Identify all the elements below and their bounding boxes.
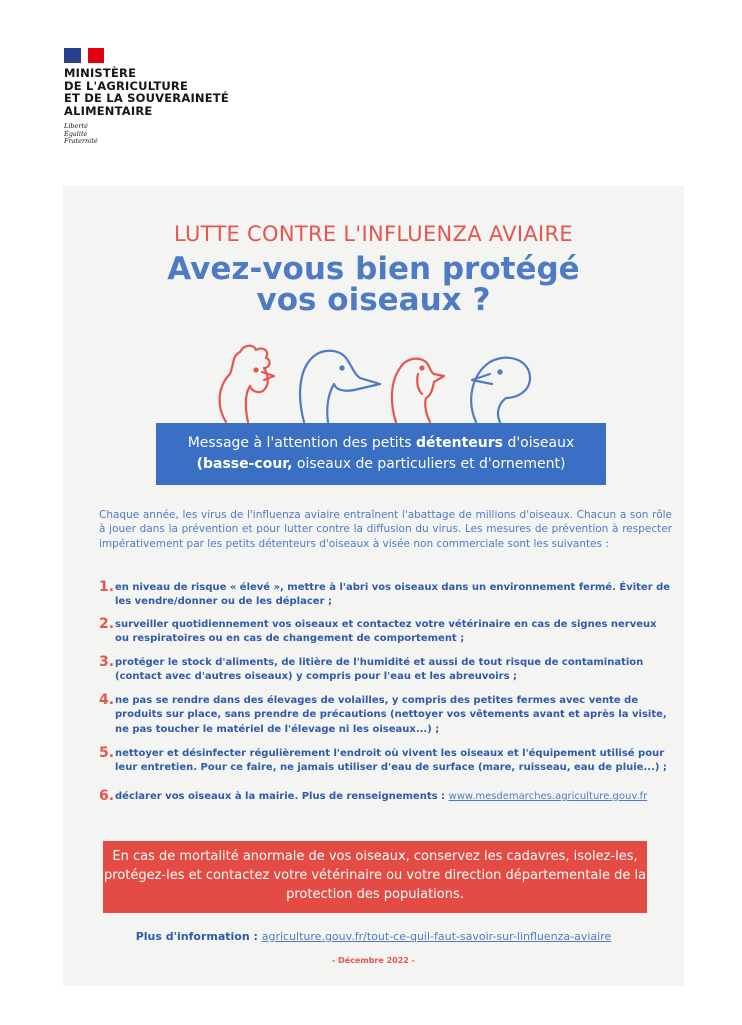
influenza-info-link[interactable]: agriculture.gouv.fr/tout-ce-quil-faut-savoir-sur-linfluenza-aviaire bbox=[261, 930, 612, 943]
step-2: 2. surveiller quotidiennement vos oiseaux et contactez votre vétérinaire en cas de signes nerveux ou respiratoires ou en cas de changement de comportement ; bbox=[99, 616, 657, 645]
mortality-alert-banner: En cas de mortalité anormale de vos oiseaux, conservez les cadavres, isolez-les, protégez-les et contactez votre vétérinaire ou votre direction départementale de la protection des populations. bbox=[103, 841, 647, 913]
goose-icon bbox=[300, 351, 380, 422]
publication-date: - Décembre 2022 - bbox=[332, 956, 415, 965]
ministry-name: MINISTÈRE DE L'AGRICULTURE ET DE LA SOUVERAINETÉ ALIMENTAIRE bbox=[64, 66, 229, 118]
duck-icon bbox=[471, 358, 530, 422]
turkey-icon bbox=[392, 359, 444, 422]
target-audience-banner: Message à l'attention des petits détenteurs d'oiseaux (basse-cour, oiseaux de particuliers et d'ornement) bbox=[156, 423, 606, 485]
step-3: 3. protéger le stock d'aliments, de litière de l'humidité et aussi de tout risque de contamination (contact avec d'autres oiseaux) y compris pour l'eau et les abreuvoirs ; bbox=[99, 654, 644, 683]
poster bbox=[63, 186, 684, 986]
step-6: 6. déclarer vos oiseaux à la mairie. Plus de renseignements : www.mesdemarches.agriculture.gouv.fr bbox=[99, 788, 648, 804]
ministry-header bbox=[64, 48, 229, 146]
republic-motto: Liberté Égalité Fraternité bbox=[64, 122, 98, 145]
more-info: Plus d'information : agriculture.gouv.fr/tout-ce-quil-faut-savoir-sur-linfluenza-aviaire bbox=[135, 930, 612, 943]
step-5: 5. nettoyer et désinfecter régulièrement l'endroit où vivent les oiseaux et l'équipement utilisé pour leur entretien. Pour ce faire, ne jamais utiliser d'eau de surface (mare, ruisseau, eau de pluie...) ; bbox=[99, 745, 667, 774]
step-4: 4. ne pas se rendre dans des élevages de volailles, y compris des petites fermes avec vente de produits sur place, sans prendre de précautions (nettoyer vos vêtements avant et après la visite, ne pas toucher le matériel de l'élevage ni les oiseaux...) ; bbox=[99, 692, 667, 735]
marianne-flag-logo bbox=[64, 48, 104, 63]
intro-paragraph: Chaque année, les virus de l'influenza aviaire entraînent l'abattage de millions d'oiseaux. Chacun a son rôle à jouer dans la prévention et pour lutter contre la diffusion du virus. Les mesures de prévention à respecter impérativement par les petits détenteurs d'oiseaux à visée non commerciale sont les suivantes : bbox=[99, 509, 672, 550]
mesdemarches-link[interactable]: www.mesdemarches.agriculture.gouv.fr bbox=[448, 791, 648, 802]
birds-illustration bbox=[204, 334, 544, 424]
step-1: 1. en niveau de risque « élevé », mettre à l'abri vos oiseaux dans un environnement fermé. Éviter de les vendre/donner ou de les déplacer ; bbox=[99, 579, 671, 608]
rooster-icon bbox=[220, 346, 274, 422]
poster-headline: Avez-vous bien protégé vos oiseaux ? bbox=[167, 251, 580, 318]
poster-kicker: LUTTE CONTRE L'INFLUENZA AVIAIRE bbox=[173, 222, 573, 246]
